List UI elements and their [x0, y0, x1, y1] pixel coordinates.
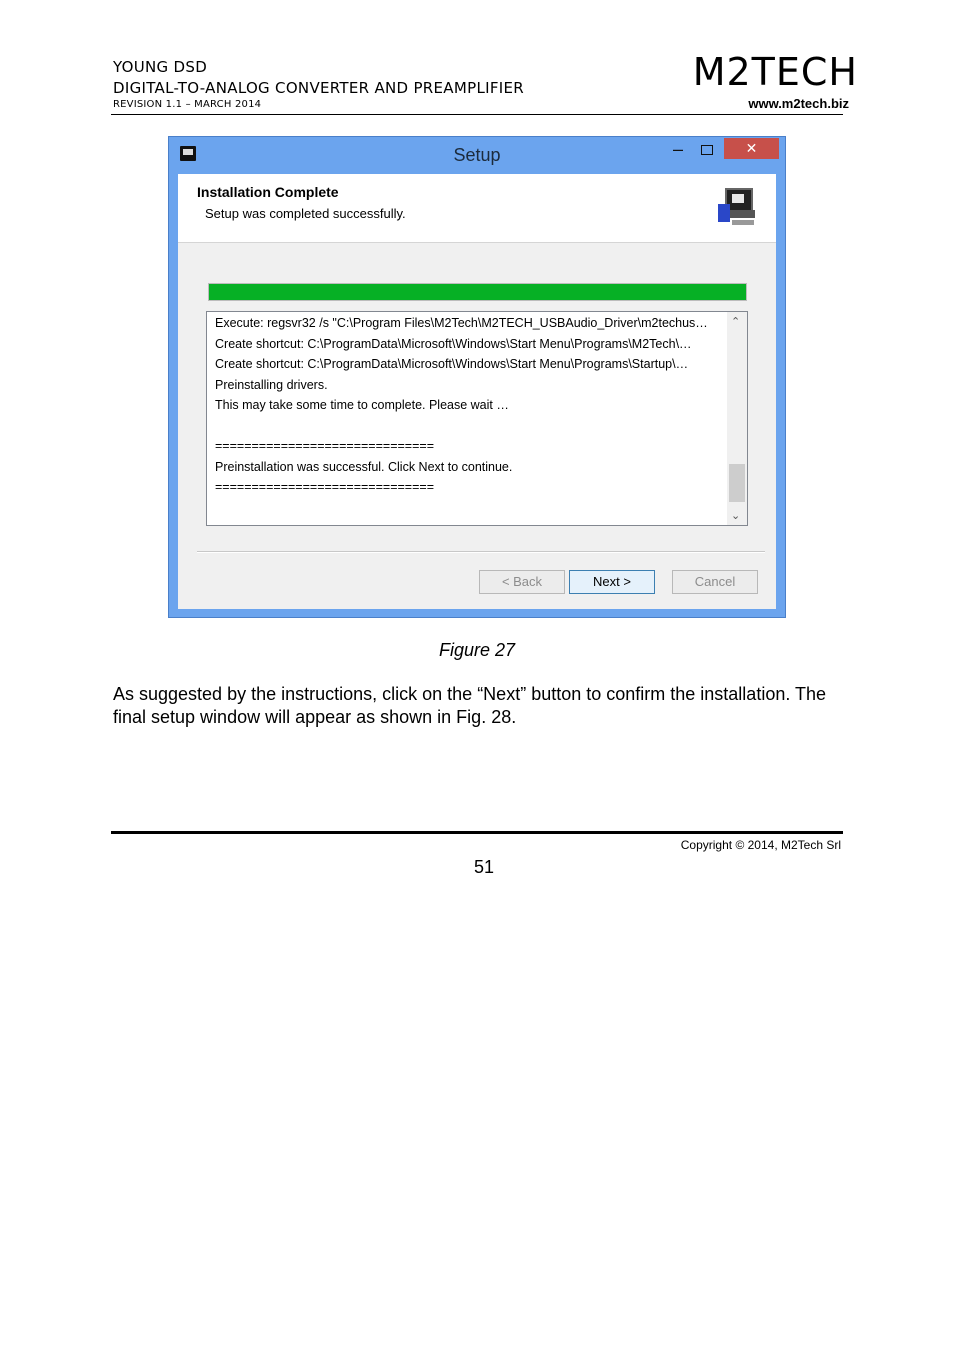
- header-product-name: YOUNG DSD: [113, 58, 208, 76]
- log-line: ==============================: [215, 439, 434, 453]
- page-number: 51: [473, 857, 495, 877]
- banner-subtitle: Setup was completed successfully.: [205, 206, 406, 221]
- log-line: Execute: regsvr32 /s "C:\Program Files\M2Tech\M2TECH_USBAudio_Driver\m2techus…: [215, 316, 708, 330]
- footer-copyright: Copyright © 2014, M2Tech Srl: [680, 838, 841, 852]
- chevron-up-icon[interactable]: ⌃: [731, 316, 741, 328]
- window-client: [178, 174, 776, 609]
- button-separator: [197, 551, 765, 553]
- banner-title: Installation Complete: [197, 184, 339, 200]
- next-button[interactable]: Next >: [569, 570, 655, 594]
- chevron-down-icon[interactable]: ⌄: [731, 510, 741, 522]
- figure-caption: Figure 27: [438, 640, 516, 660]
- header-rule: [111, 114, 843, 115]
- log-line: Preinstallation was successful. Click Next to continue.: [215, 459, 513, 474]
- back-button[interactable]: < Back: [479, 570, 565, 594]
- log-line: This may take some time to complete. Please wait …: [215, 398, 509, 412]
- setup-computer-icon: [718, 188, 758, 228]
- window-title: Setup: [453, 145, 501, 165]
- header-revision: REVISION 1.1 – MARCH 2014: [113, 99, 262, 110]
- maximize-button[interactable]: [698, 141, 716, 161]
- body-paragraph: As suggested by the instructions, click on the “Next” button to confirm the installation. The final setup window will appear as shown in Fig. 28.: [113, 684, 827, 727]
- m2tech-logo: M2TECH: [692, 50, 858, 94]
- log-scrollbar[interactable]: [727, 312, 747, 525]
- wizard-banner: [178, 174, 776, 243]
- install-log[interactable]: [206, 311, 748, 526]
- log-line: Preinstalling drivers.: [215, 377, 328, 392]
- log-line: Create shortcut: C:\ProgramData\Microsoft\Windows\Start Menu\Programs\M2Tech\…: [215, 336, 692, 351]
- header-website: www.m2tech.biz: [748, 96, 849, 111]
- scrollbar-thumb[interactable]: [729, 464, 745, 502]
- footer-rule: [111, 831, 843, 834]
- progress-bar: [208, 283, 747, 301]
- page-header: [113, 50, 858, 114]
- title-bar[interactable]: [169, 137, 785, 174]
- close-button[interactable]: ✕: [724, 138, 779, 159]
- log-line: ==============================: [215, 480, 434, 494]
- header-product-description: DIGITAL-TO-ANALOG CONVERTER AND PREAMPLIFIER: [113, 79, 524, 97]
- setup-window: [168, 136, 786, 618]
- log-line: Create shortcut: C:\ProgramData\Microsoft\Windows\Start Menu\Programs\Startup\…: [215, 357, 689, 371]
- cancel-button[interactable]: Cancel: [672, 570, 758, 594]
- minimize-button[interactable]: –: [672, 139, 683, 159]
